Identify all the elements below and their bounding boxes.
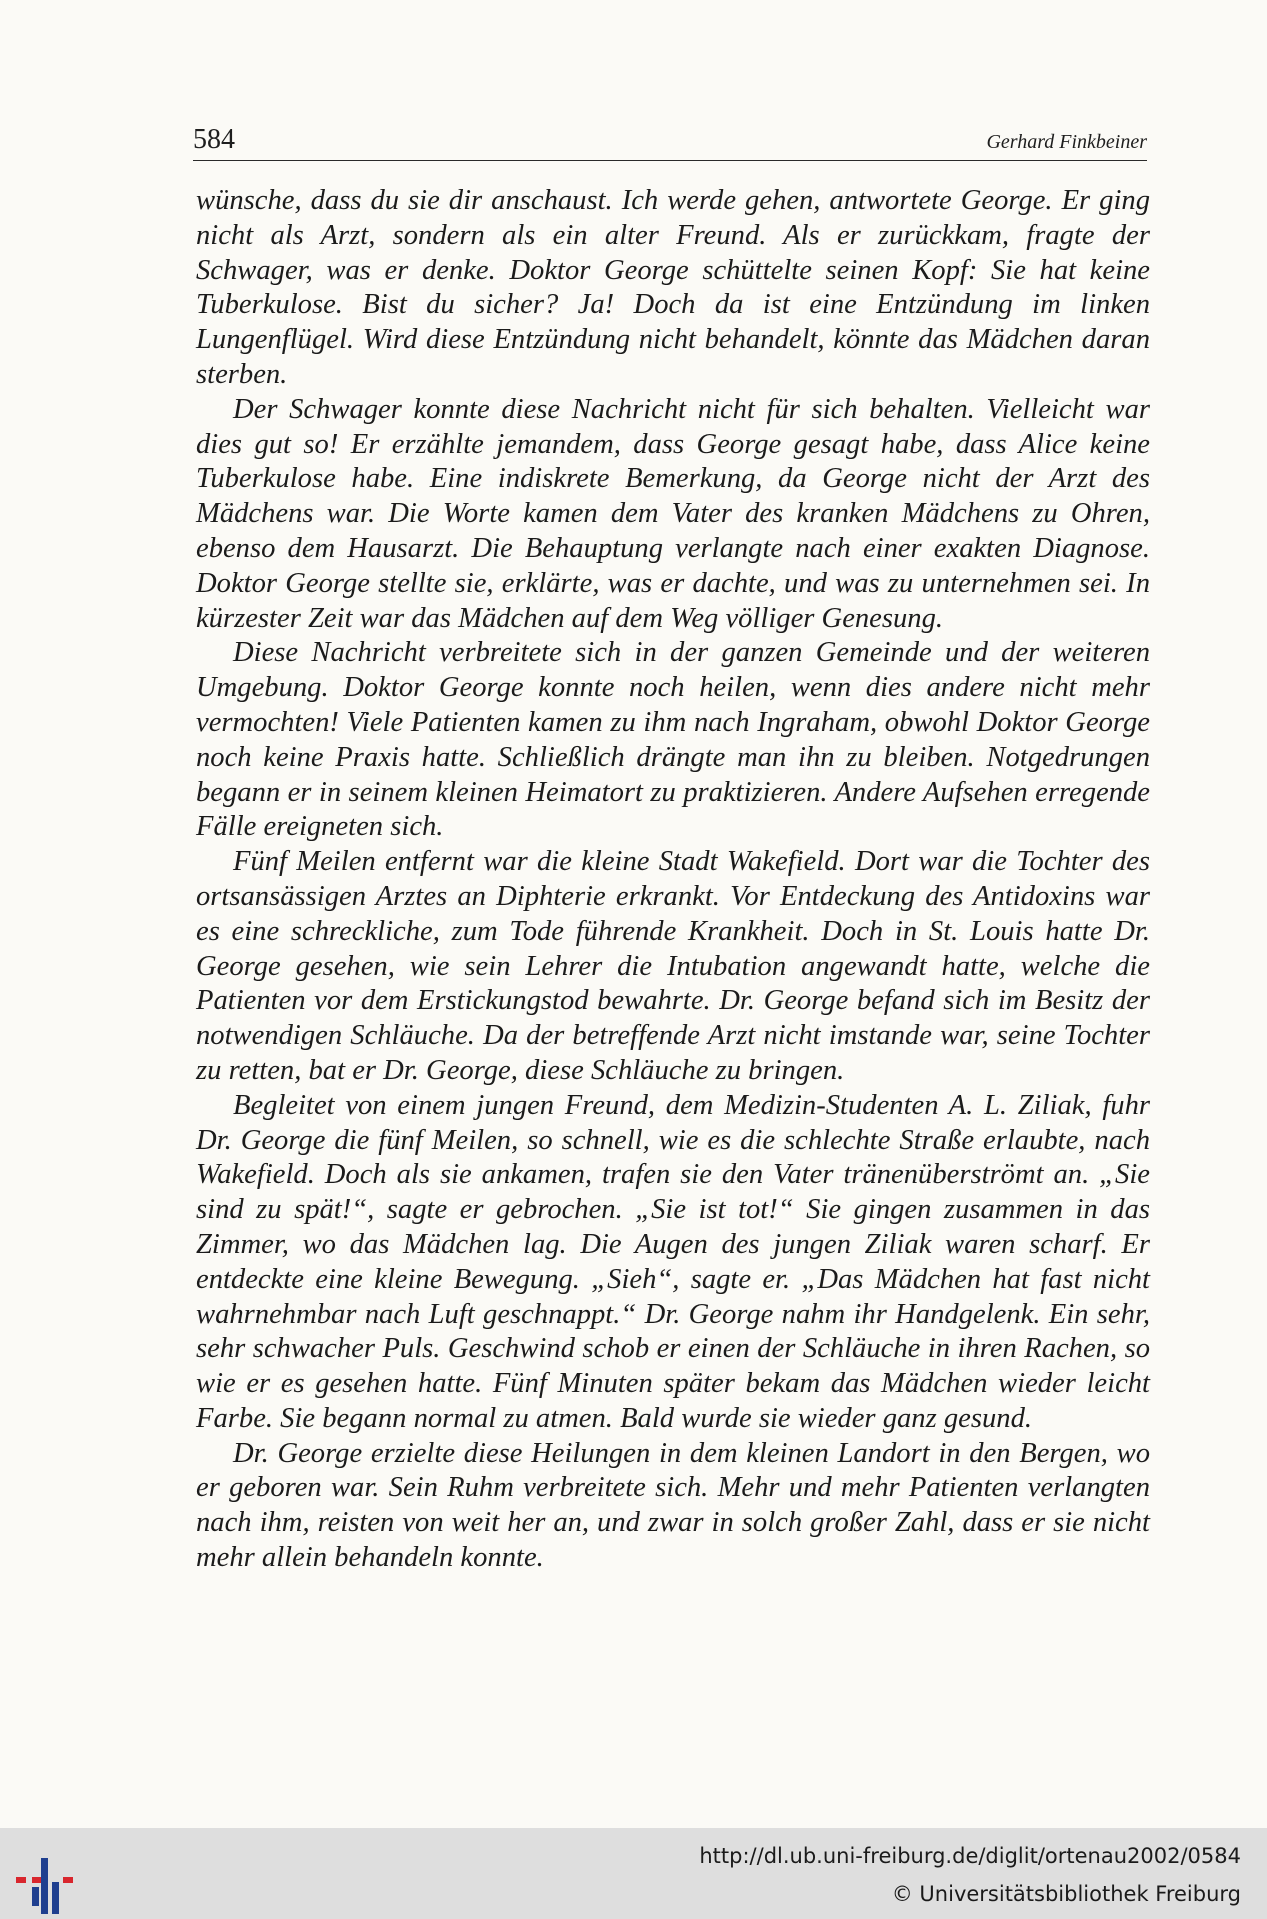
- paragraph: Der Schwager konnte diese Nachricht nicht für sich behalten. Vielleicht war dies gut so! Er erzählte jemandem, dass George gesagt habe, dass Alice keine Tuberkulose habe. Eine indiskrete Bemerkung, da George nicht der Arzt des Mädchens war. Die Worte kamen dem Vater des kranken Mädchens zu Ohren, ebenso dem Hausarzt. Die Behauptung verlangte nach einer exakten Diagnose. Doktor George stellte sie, erklärte, was er dachte, und was zu unternehmen sei. In kürzester Zeit war das Mädchen auf dem Weg völliger Genesung.: [196, 393, 1150, 634]
- page-number: 584: [193, 124, 235, 155]
- ub-freiburg-logo-icon: [16, 1852, 82, 1914]
- permalink-url[interactable]: http://dl.ub.uni-freiburg.de/diglit/ortenau2002/0584: [699, 1844, 1241, 1868]
- paragraph: Fünf Meilen entfernt war die kleine Stadt Wakefield. Dort war die Tochter des ortsansässigen Arztes an Diphterie erkrankt. Vor Entdeckung des Antidoxins war es eine schreckliche, zum Tode führende Krankheit. Doch in St. Louis hatte Dr. George gesehen, wie sein Lehrer die Intubation angewandt hatte, welche die Patienten vor dem Erstickungstod bewahrte. Dr. George befand sich im Besitz der notwendigen Schläuche. Da der betreffende Arzt nicht imstande war, seine Tochter zu retten, bat er Dr. George, diese Schläuche zu bringen.: [196, 846, 1150, 1086]
- running-head-author: Gerhard Finkbeiner: [986, 131, 1147, 153]
- digitization-footer: [0, 1828, 1267, 1919]
- paragraph: Dr. George erzielte diese Heilungen in dem kleinen Landort in den Bergen, wo er geboren war. Sein Ruhm verbreitete sich. Mehr und mehr Patienten verlangten nach ihm, reisten von weit her an, und zwar in solch großer Zahl, dass er sie nicht mehr allein behandeln konnte.: [196, 1437, 1150, 1574]
- paragraph: Begleitet von einem jungen Freund, dem Medizin-Studenten A. L. Ziliak, fuhr Dr. George die fünf Meilen, so schnell, wie es die schlechte Straße erlaubte, nach Wakefield. Doch als sie ankamen, trafen sie den Vater tränenüberströmt an. „Sie sind zu spät!“, sagte er gebrochen. „Sie ist tot!“ Sie gingen zusammen in das Zimmer, wo das Mädchen lag. Die Augen des jungen Ziliak waren scharf. Er entdeckte eine kleine Bewegung. „Sieh“, sagte er. „Das Mädchen hat fast nicht wahrnehmbar nach Luft geschnappt.“ Dr. George nahm ihr Handgelenk. Ein sehr, sehr schwacher Puls. Geschwind schob er einen der Schläuche in ihren Rachen, so wie er es gesehen hatte. Fünf Minuten später bekam das Mädchen wieder leicht Farbe. Sie begann normal zu atmen. Bald wurde sie wieder ganz gesund.: [196, 1089, 1150, 1434]
- paragraph: Diese Nachricht verbreitete sich in der ganzen Gemeinde und der weiteren Umgebung. Doktor George konnte noch heilen, wenn dies andere nicht mehr vermochten! Viele Patienten kamen zu ihm nach Ingraham, obwohl Doktor George noch keine Praxis hatte. Schließlich drängte man ihn zu bleiben. Notgedrungen begann er in seinem kleinen Heimatort zu praktizieren. Andere Aufsehen erregende Fälle ereigneten sich.: [196, 637, 1150, 843]
- copyright-notice: © Universitätsbibliothek Freiburg: [891, 1882, 1241, 1906]
- running-head: [193, 118, 1147, 161]
- body-text: [196, 184, 1150, 1576]
- paragraph: wünsche, dass du sie dir anschaust. Ich werde gehen, antwortete George. Er ging nicht als Arzt, sondern als ein alter Freund. Als er zurückkam, fragte der Schwager, was er denke. Doktor George schüttelte seinen Kopf: Sie hat keine Tuberkulose. Bist du sicher? Ja! Doch da ist eine Entzündung im linken Lungenflügel. Wird diese Entzündung nicht behandelt, könnte das Mädchen daran sterben.: [196, 185, 1150, 390]
